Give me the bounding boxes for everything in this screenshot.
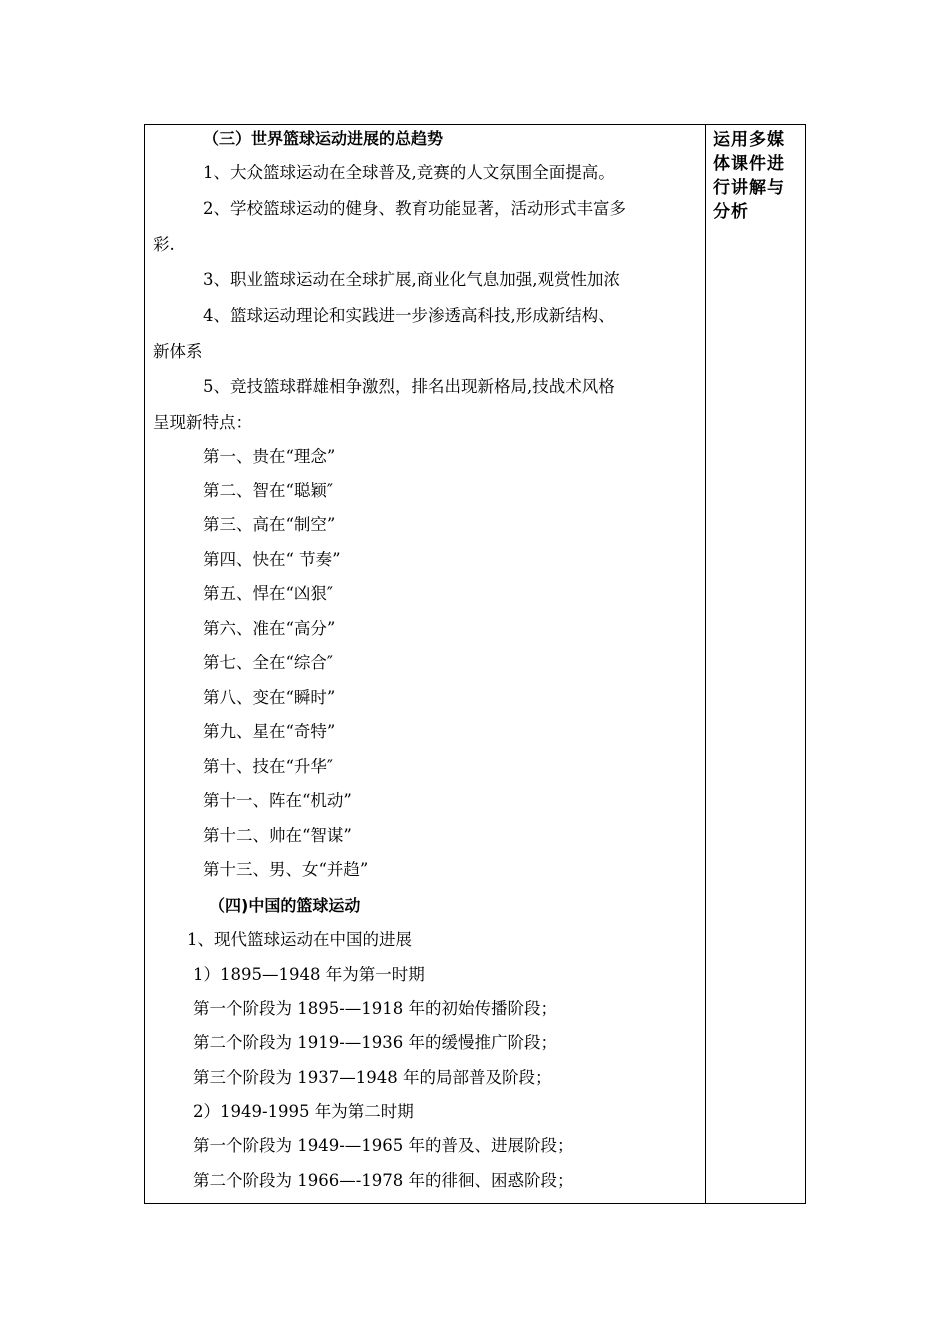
trend-line: 1、大众篮球运动在全球普及,竞赛的人文氛围全面提高。 bbox=[203, 163, 615, 182]
feature-line: 第八、变在“瞬时” bbox=[203, 688, 336, 707]
feature-line: 第十二、帅在“智谋” bbox=[203, 826, 352, 845]
feature-line: 第十、技在“升华″ bbox=[203, 757, 334, 776]
side-note-line: 分析 bbox=[713, 202, 749, 222]
china-line: 第二个阶段为 1966—-1978 年的徘徊、困惑阶段； bbox=[193, 1171, 574, 1190]
section4-title: （四)中国的篮球运动 bbox=[209, 896, 361, 915]
china-line: 第二个阶段为 1919-—1936 年的缓慢推广阶段； bbox=[193, 1033, 558, 1052]
side-note-line: 运用多媒 bbox=[713, 130, 785, 150]
china-line: 第三个阶段为 1937—1948 年的局部普及阶段； bbox=[193, 1068, 552, 1087]
content-table bbox=[144, 124, 806, 1204]
feature-line: 第六、准在“高分” bbox=[203, 619, 336, 638]
feature-line: 第七、全在“综合″ bbox=[203, 653, 334, 672]
feature-line: 第三、高在“制空” bbox=[203, 515, 336, 534]
china-line: 1）1895—1948 年为第一时期 bbox=[193, 965, 425, 984]
column-divider bbox=[705, 125, 706, 1203]
feature-line: 第九、星在“奇特” bbox=[203, 722, 336, 741]
trend-line: 5、竞技篮球群雄相争激烈，排名出现新格局,技战术风格 bbox=[203, 377, 615, 396]
trend-line: 彩. bbox=[153, 235, 175, 254]
china-line: 2）1949-1995 年为第二时期 bbox=[193, 1102, 414, 1121]
feature-line: 第一、贵在“理念” bbox=[203, 447, 336, 466]
china-line: 第一个阶段为 1895-—1918 年的初始传播阶段； bbox=[193, 999, 558, 1018]
china-line: 1、现代篮球运动在中国的进展 bbox=[187, 930, 412, 949]
feature-line: 第十一、阵在“机动” bbox=[203, 791, 352, 810]
trend-line: 新体系 bbox=[153, 342, 203, 361]
side-note-line: 体课件进 bbox=[713, 154, 785, 174]
trend-line: 3、职业篮球运动在全球扩展,商业化气息加强,观赏性加浓 bbox=[203, 270, 620, 289]
teaching-method-note bbox=[713, 128, 803, 224]
feature-line: 第四、快在“ 节奏” bbox=[203, 550, 341, 569]
trend-line: 4、篮球运动理论和实践进一步渗透高科技,形成新结构、 bbox=[203, 306, 615, 325]
side-note-line: 行讲解与 bbox=[713, 178, 785, 198]
feature-line: 第五、悍在“凶狠″ bbox=[203, 584, 334, 603]
trend-line: 呈现新特点： bbox=[153, 413, 252, 432]
section3-title: （三）世界篮球运动进展的总趋势 bbox=[203, 129, 444, 148]
china-line: 第一个阶段为 1949-—1965 年的普及、进展阶段； bbox=[193, 1136, 574, 1155]
feature-line: 第十三、男、女“并趋” bbox=[203, 860, 369, 879]
trend-line: 2、学校篮球运动的健身、教育功能显著，活动形式丰富多 bbox=[203, 199, 626, 218]
feature-line: 第二、智在“聪颖″ bbox=[203, 481, 334, 500]
